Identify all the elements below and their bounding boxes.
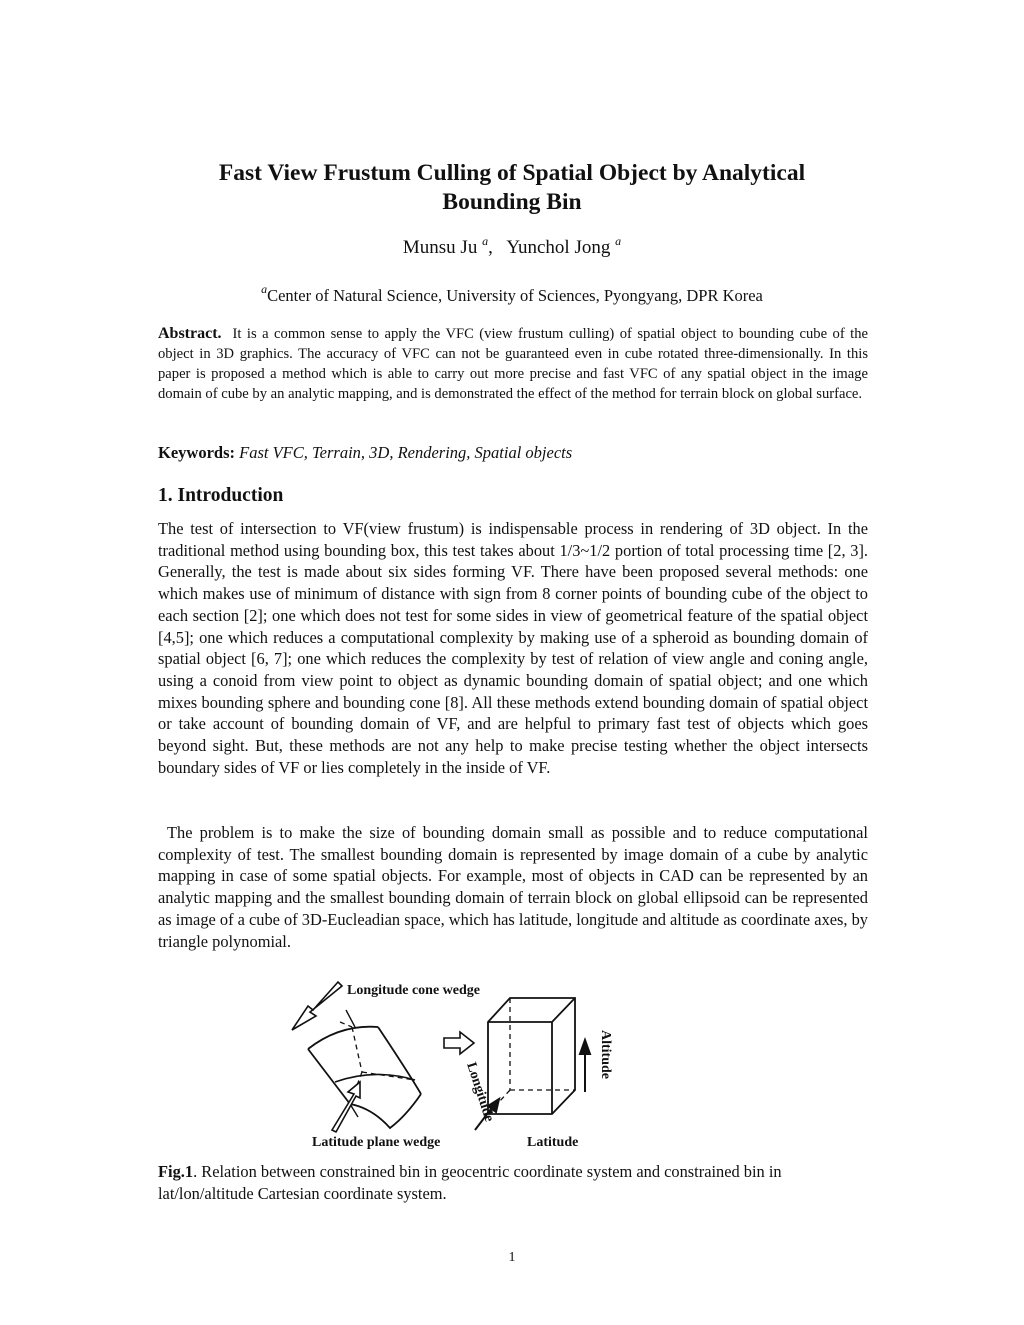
author-1-affiliation-mark: a <box>482 234 489 248</box>
caption-label: Fig.1 <box>158 1162 194 1181</box>
label-altitude: Altitude <box>598 1030 613 1079</box>
cube-hidden-edges <box>488 998 575 1114</box>
paper-title-line1: Fast View Frustum Culling of Spatial Object by Analytical <box>218 160 806 186</box>
figure-1 <box>280 972 630 1157</box>
author-separator: , <box>488 237 493 258</box>
abstract-label: Abstract. <box>158 325 222 342</box>
figure-1-diagram <box>280 972 630 1157</box>
curved-bin-shape <box>308 1010 421 1128</box>
mapping-arrow <box>444 1032 474 1054</box>
keywords <box>158 443 868 463</box>
author-2: Yunchol Jong <box>506 237 611 258</box>
longitude-wedge-pointer-arrow <box>292 982 342 1030</box>
label-longitude-cone-wedge: Longitude cone wedge <box>347 983 480 998</box>
keywords-text: Fast VFC, Terrain, 3D, Rendering, Spatial objects <box>239 443 573 462</box>
figure-1-caption <box>158 1161 868 1204</box>
page-number: 1 <box>508 1250 516 1265</box>
affiliation-text: Center of Natural Science, University of Sciences, Pyongyang, DPR Korea <box>267 286 763 305</box>
label-latitude-plane-wedge: Latitude plane wedge <box>312 1135 441 1150</box>
label-latitude: Latitude <box>527 1135 579 1150</box>
label-longitude: Longitude <box>463 1060 497 1124</box>
section-heading-introduction: 1. Introduction <box>158 485 284 506</box>
authors <box>0 234 1024 259</box>
paragraph-2: The problem is to make the size of bounding domain small as possible and to reduce computational complexity of test. The smallest bounding domain is represented by image domain of a cube by analytic mapping in case of some spatial objects. For example, most of objects in CAD can be represented by an analytic mapping and the smallest bounding domain of terrain block on global ellipsoid can be represented as image of a cube of 3D-Eucleadian space, which has latitude, longitude and altitude as coordinate axes, by triangle polynomial. <box>158 823 869 951</box>
caption-text: . Relation between constrained bin in geocentric coordinate system and constrained bin in lat/lon/altitude Cartesian coordinate system. <box>158 1162 782 1203</box>
cube-shape <box>488 998 575 1114</box>
latitude-wedge-pointer-arrow <box>332 1082 360 1132</box>
altitude-axis-arrow <box>580 1040 590 1092</box>
abstract-text: It is a common sense to apply the VFC (view frustum culling) of spatial object to bounding cube of the object in 3D graphics. The accuracy of VFC can not be guaranteed even in cube rotated three-dimensionally. In this paper is proposed a method which is able to carry out more precise and fast VFC of any spatial object in the image domain of cube by an analytic mapping, and is demonstrated the effect of the method for terrain block on global surface. <box>158 326 868 402</box>
keywords-label: Keywords: <box>158 443 235 462</box>
abstract <box>158 324 868 404</box>
paragraph-1: The test of intersection to VF(view frustum) is indispensable process in rendering of 3D object. In the traditional method using bounding box, this test takes about 1/3~1/2 portion of total processing time [2, 3]. Generally, the test is made about six sides forming VF. There have been proposed several methods: one which makes use of minimum of distance with sign from 8 corner points of bounding cube of the object to each section [2]; one which does not test for some sides in view of geometrical feature of the spatial object [4,5]; one which reduces a computational complexity by making use of a spheroid as bounding domain of spatial object [6, 7]; one which reduces the complexity by test of relation of view angle and coning angle, using a conoid from view point to object as dynamic bounding domain of spatial object; and one which mixes bounding sphere and bounding cone [8]. All these methods extend bounding domain of spatial object or take account of bounding domain of VF, and are helpful to primary fast test of objects which goes beyond sight. But, these methods are not any help to make precise testing whether the object intersects boundary sides of VF or lies completely in the inside of VF. <box>158 519 868 777</box>
author-1: Munsu Ju <box>402 237 478 258</box>
paper-title-line2: Bounding Bin <box>442 189 582 215</box>
affiliation-mark: a <box>261 282 268 296</box>
affiliation <box>0 282 1024 306</box>
author-2-affiliation-mark: a <box>615 234 622 248</box>
